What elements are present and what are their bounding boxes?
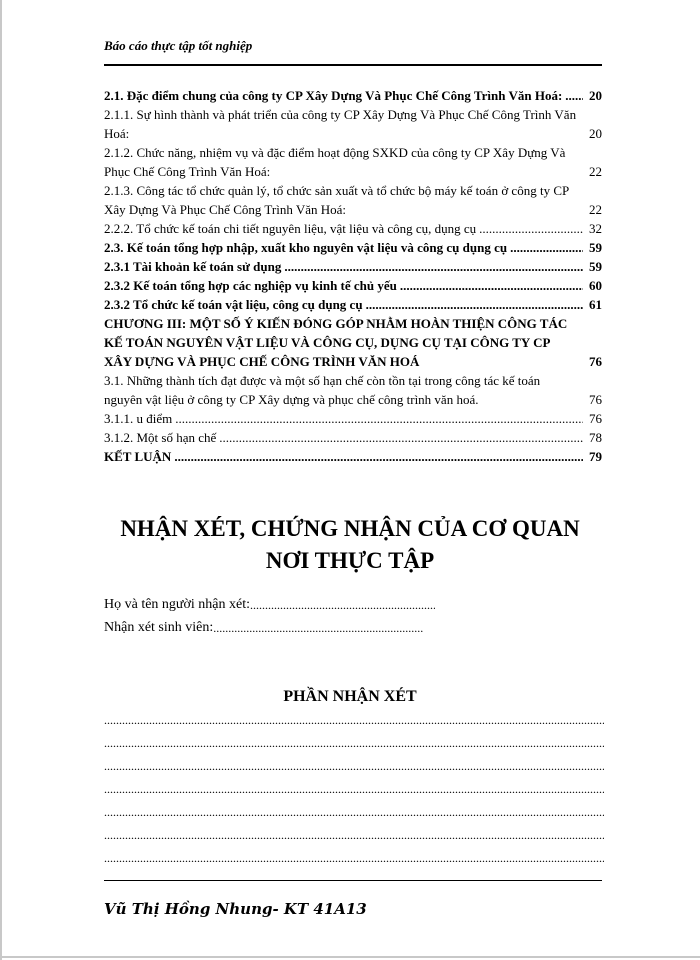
toc-entry-title: CHƯƠNG III: MỘT SỐ Ý KIẾN ĐÓNG GÓP NHẰM HOÀN THIỆN CÔNG TÁC KẾ TOÁN NGUYÊN VẬT LIỆU VÀ CÔNG CỤ, DỤNG CỤ TẠI CÔNG TY CP XÂY DỰNG VÀ PHỤC CHẾ CÔNG TRÌNH VĂN HOÁ (104, 316, 568, 369)
toc-entry[interactable] (104, 86, 602, 105)
toc-page-number: 79 (589, 449, 602, 464)
toc-page-number: 22 (589, 164, 602, 179)
footer-author: Vũ Thị Hồng Nhung- KT 41A13 (104, 900, 367, 918)
toc-entry-title: 2.3.2 Tổ chức kế toán vật liệu, công cụ dụng cụ (104, 297, 363, 312)
toc-entry-title: 2.3.2 Kế toán tổng hợp các nghiệp vụ kinh tế chủ yếu (104, 278, 397, 293)
toc-entry-title: 3.1. Những thành tích đạt được và một số hạn chế còn tồn tại trong công tác kế toán nguyên vật liệu ở công ty CP Xây dựng và phục chế công trình văn hoá. (104, 373, 541, 407)
toc-page-number: 76 (589, 392, 602, 407)
toc-entry[interactable] (104, 276, 602, 295)
toc-leader-dots (565, 86, 583, 105)
table-of-contents (104, 86, 602, 466)
toc-leader-dots (174, 447, 583, 466)
toc-entry[interactable] (104, 143, 602, 181)
toc-page-number: 60 (589, 278, 602, 293)
toc-entry-title: 2.2.2. Tổ chức kế toán chi tiết nguyên liệu, vật liệu và công cụ, dụng cụ (104, 221, 477, 236)
toc-entry-title: 3.1.2. Một số hạn chế (104, 430, 217, 445)
toc-entry[interactable] (104, 371, 602, 409)
toc-page-number: 22 (589, 202, 602, 217)
toc-entry-title: KẾT LUẬN (104, 449, 172, 464)
toc-entry-title: 2.1.3. Công tác tổ chức quản lý, tổ chức sản xuất và tổ chức bộ máy kế toán ở công ty CP Xây Dựng Và Phục Chế Công Trình Văn Hoá: (104, 183, 569, 217)
remarks-title: PHẦN NHẬN XÉT (283, 688, 417, 705)
toc-leader-dots (175, 409, 583, 428)
student-comment-row (104, 620, 423, 636)
toc-entry-title: 3.1.1. u điểm (104, 411, 173, 426)
reviewer-name-blank[interactable] (250, 598, 435, 613)
remark-line[interactable] (104, 712, 604, 728)
toc-entry[interactable] (104, 428, 602, 447)
toc-page-number: 76 (589, 411, 602, 426)
toc-page-number: 61 (589, 297, 602, 312)
page-edge-left (0, 0, 2, 960)
toc-entry-title: 2.1.2. Chức năng, nhiệm vụ và đặc điểm hoạt động SXKD của công ty CP Xây Dựng Và Phục Chế Công Trình Văn Hoá: (104, 145, 566, 179)
toc-leader-dots (479, 219, 583, 238)
toc-page-number: 32 (589, 221, 602, 236)
student-comment-blank[interactable] (213, 621, 423, 636)
toc-page-number: 59 (589, 259, 602, 274)
section-heading-line2: NƠI THỰC TẬP (265, 548, 435, 573)
remark-line[interactable] (104, 758, 604, 774)
page-header (104, 40, 602, 66)
toc-entry-title: 2.3.1 Tài khoản kế toán sử dụng (104, 259, 282, 274)
toc-entry[interactable] (104, 409, 602, 428)
toc-entry[interactable] (104, 238, 602, 257)
reviewer-name-row (104, 597, 435, 613)
remark-line[interactable] (104, 804, 604, 820)
toc-entry[interactable] (104, 295, 602, 314)
toc-entry[interactable] (104, 314, 602, 371)
toc-page-number: 78 (589, 430, 602, 445)
toc-entry-title: 2.1. Đặc điểm chung của công ty CP Xây Dựng Và Phục Chế Công Trình Văn Hoá: (104, 88, 563, 103)
toc-entry[interactable] (104, 105, 602, 143)
toc-leader-dots (510, 238, 583, 257)
remark-line[interactable] (104, 850, 604, 866)
toc-leader-dots (219, 428, 583, 447)
toc-page-number: 76 (589, 354, 602, 369)
toc-leader-dots (400, 276, 583, 295)
header-text: Báo cáo thực tập tốt nghiệp (104, 38, 253, 53)
reviewer-name-label: Họ và tên người nhận xét: (104, 597, 251, 612)
toc-page-number: 20 (589, 88, 602, 103)
toc-leader-dots (284, 257, 583, 276)
footer-rule (104, 880, 602, 881)
toc-entry[interactable] (104, 447, 602, 466)
remark-line[interactable] (104, 735, 604, 751)
page-edge-bottom (0, 956, 700, 958)
toc-entry[interactable] (104, 219, 602, 238)
remark-line[interactable] (104, 781, 604, 797)
remark-line[interactable] (104, 827, 604, 843)
toc-entry[interactable] (104, 257, 602, 276)
toc-entry-title: 2.1.1. Sự hình thành và phát triển của công ty CP Xây Dựng Và Phục Chế Công Trình Văn Hoá: (104, 107, 577, 141)
toc-entry-title: 2.3. Kế toán tổng hợp nhập, xuất kho nguyên vật liệu và công cụ dụng cụ (104, 240, 508, 255)
section-heading-line1: NHẬN XÉT, CHỨNG NHẬN CỦA CƠ QUAN (120, 516, 580, 541)
student-comment-label: Nhận xét sinh viên: (104, 620, 214, 635)
toc-page-number: 59 (589, 240, 602, 255)
toc-entry[interactable] (104, 181, 602, 219)
toc-leader-dots (366, 295, 583, 314)
toc-page-number: 20 (589, 126, 602, 141)
